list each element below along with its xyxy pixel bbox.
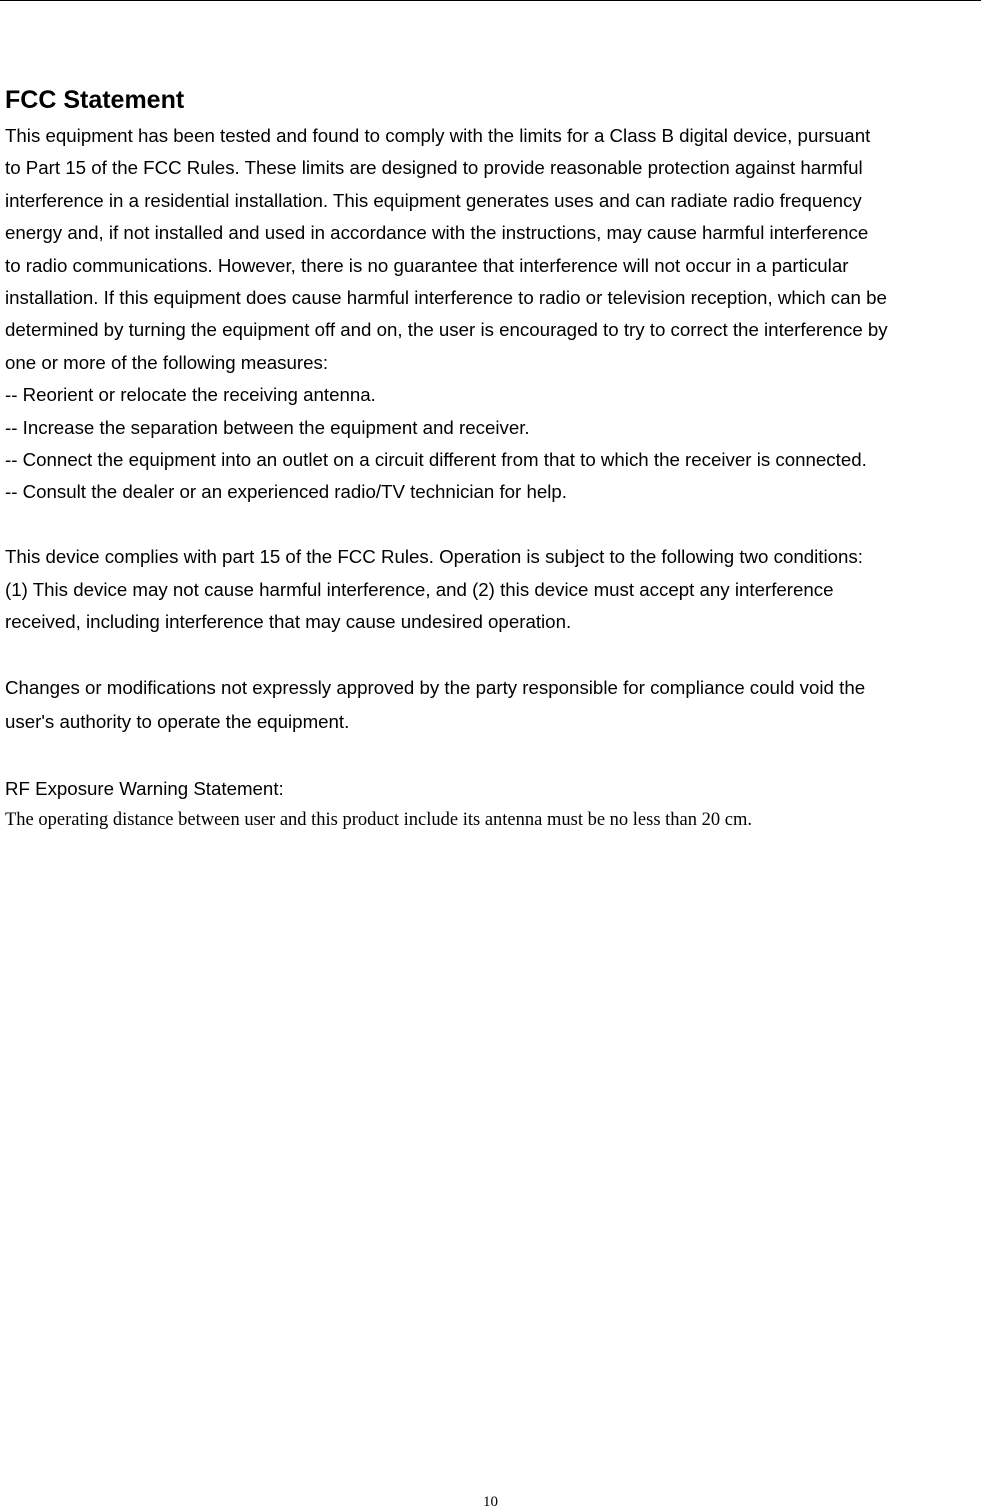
paragraph-line: determined by turning the equipment off and on, the user is encouraged to try to correct the interference by: [5, 319, 888, 341]
paragraph-line: installation. If this equipment does cause harmful interference to radio or television reception, which can be: [5, 287, 887, 309]
paragraph-line: (1) This device may not cause harmful interference, and (2) this device must accept any interference: [5, 578, 834, 600]
document-body: [5, 82, 979, 835]
paragraph-line: to Part 15 of the FCC Rules. These limits are designed to provide reasonable protection against harmful: [5, 157, 863, 179]
paragraph-spacer: [5, 739, 979, 773]
paragraph-line: energy and, if not installed and used in accordance with the instructions, may cause harmful interference: [5, 222, 869, 244]
page-title: FCC Statement: [5, 86, 185, 114]
paragraph-line: This device complies with part 15 of the FCC Rules. Operation is subject to the following two conditions:: [5, 546, 863, 568]
rf-exposure-heading: RF Exposure Warning Statement:: [5, 777, 284, 799]
fcc-compliance-paragraph: [5, 120, 979, 379]
list-item: -- Connect the equipment into an outlet on a circuit different from that to which the receiver is connected.: [5, 449, 867, 471]
list-item: -- Consult the dealer or an experienced radio/TV technician for help.: [5, 481, 567, 503]
paragraph-line: one or more of the following measures:: [5, 351, 329, 373]
top-rule: [0, 0, 981, 1]
changes-paragraph: [5, 671, 979, 739]
list-item: -- Increase the separation between the equipment and receiver.: [5, 416, 530, 438]
measures-list: [5, 379, 979, 509]
paragraph-spacer: [5, 509, 979, 541]
paragraph-line: Changes or modifications not expressly approved by the party responsible for compliance could void the: [5, 676, 866, 698]
paragraph-line: to radio communications. However, there is no guarantee that interference will not occur in a particular: [5, 254, 849, 276]
part15-paragraph: [5, 541, 979, 638]
paragraph-line: This equipment has been tested and found to comply with the limits for a Class B digital device, pursuant: [5, 125, 871, 146]
page-number: 10: [483, 1494, 498, 1510]
paragraph-line: user's authority to operate the equipment.: [5, 710, 350, 732]
list-item: -- Reorient or relocate the receiving antenna.: [5, 384, 376, 406]
paragraph-spacer: [5, 638, 979, 670]
paragraph-line: interference in a residential installation. This equipment generates uses and can radiate radio frequency: [5, 189, 862, 211]
rf-exposure-text: The operating distance between user and this product include its antenna must be no less than 20 cm.: [5, 810, 752, 831]
paragraph-line: received, including interference that may cause undesired operation.: [5, 611, 572, 633]
